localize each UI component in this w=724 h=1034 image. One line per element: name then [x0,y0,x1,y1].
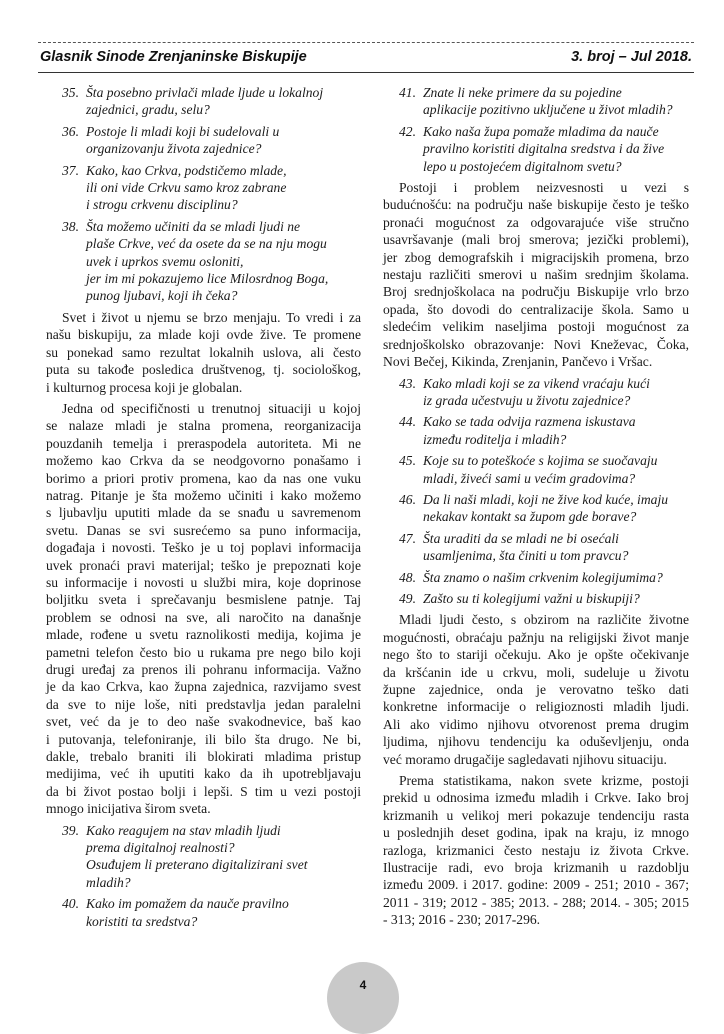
paragraph-line: drugi uređaj za prenos ili pohranu informacija. Važno [46,662,361,677]
question-number: 37. [62,162,79,178]
question-text-line: punog ljubavi, koji ih čeka? [86,288,238,304]
paragraph-line: mogućnosti, obraćaju pažnju na religijski život manje [383,629,689,645]
question-text-line: Kako im pomažem da nauče pravilno [86,896,289,912]
question-number: 38. [62,218,79,234]
question-text-line: Kako mladi koji se za vikend vraćaju kući [423,375,650,391]
paragraph-line: srednjoškolsko obrazovanje: Novi Kneževac, Čoka, [383,336,689,352]
question-text-line: Koje su to poteškoće s kojima se suočavaju [423,453,658,469]
paragraph-line: mnogo inicijativa širom sveta. [46,801,211,817]
paragraph-line: puta su takođe posledica društvenog, tj. sociološkog, [46,362,361,378]
question-text-line: mladih? [86,874,131,890]
question-number: 44. [399,414,416,430]
paragraph-line: svetu. Danas se svi susrećemo sa puno informacija, [46,522,361,538]
paragraph-line: krizmanih u velikoj meri pokazuje tendenciju rasta [383,807,689,823]
question-number: 39. [62,822,79,838]
paragraph [46,400,361,818]
question-text-line: Znate li neke primere da su pojedine [423,85,622,100]
paragraph-line: župne zajednice, onda je verovatno teško dati [383,682,689,697]
question-text-line: ili oni vide Crkvu samo kroz zabrane [86,180,287,196]
question-number: 48. [399,569,416,585]
page-number-badge [327,962,399,1034]
question-text-line: Osuđujem li preterano digitalizirani svet [86,857,308,873]
question-text-line: koristiti ta sredstva? [86,913,198,929]
question-item [383,413,689,448]
paragraph-line: usavršavanje (mali broj smerova; jezički problemi), [383,232,689,248]
question-text-line: prema digitalnoj realnosti? [86,840,235,856]
question-number: 42. [399,123,416,139]
question-item [383,569,689,586]
question-item [46,162,361,214]
question-text-line: mladi, živeći sami u većim gradovima? [423,470,636,486]
paragraph-line: jer zbog demografskih i migracijskih promena, brzo [383,249,689,265]
paragraph-line: pouzdanih temelja i preraspodela autoriteta. Mi ne [46,435,361,451]
right-column [383,84,689,933]
question-item [383,452,689,487]
paragraph-line: možemo kao Crkva da se neodgovorno ponašamo i [46,453,361,469]
questions-35-38 [46,84,361,305]
paragraph-line: Ali ako vidimo njihovu otvorenost prema drugim [383,716,689,732]
paragraph-line: Svet i život u njemu se brzo menjaju. To vredi i za [62,309,361,325]
questions-39-40 [46,822,361,930]
question-text-line: Šta možemo učiniti da se mladi ljudi ne [86,218,301,234]
paragraph-line: nego što to stariji očekuju. Ako je opšte očekivanje [383,647,689,663]
question-item [46,822,361,892]
question-text-line: Šta uraditi da se mladi ne bi osećali [423,530,619,546]
question-item [383,590,689,607]
paragraph-line: pametni telefon često bio u rukama pre nego bilo koji [46,644,361,660]
paragraph-line: u poslednjih deset godina, ipak na kraju, iz mnogo [383,825,689,841]
question-item [46,218,361,305]
paragraph-line: Mladi ljudi često, s obzirom na različite životne [399,612,689,628]
question-number: 46. [399,491,416,507]
question-text-line: Kako reagujem na stav mladih ljudi [86,822,281,838]
paragraph-line: ljudima, njihovu tendenciju ka oduševljenju, onda [383,734,689,750]
question-text-line: Postoje li mladi koji bi sudelovali u [86,123,280,139]
question-item [383,375,689,410]
question-number: 43. [399,375,416,391]
paragraph-line: uvek pronaći pravi materijal; teško je prepoznati koje [46,557,361,573]
question-item [46,123,361,158]
question-text-line: Kako naša župa pomaže mladima da nauče [423,123,659,139]
paragraph-line: između 2009. i 2017. godine: 2009 - 251; 2010 - 367; [383,877,689,893]
question-number: 40. [62,896,79,912]
paragraph [46,309,361,396]
question-text-line: organizovanju života zajednice? [86,141,262,157]
question-number: 41. [399,85,416,100]
paragraph-line: su ponekad samo rezultat lokalnih uslova, ali često [46,344,361,360]
paragraph [383,179,689,370]
paragraph-line: i putovanja, telefoniranje, ili bilo šta drugo. Ne bi, [46,731,361,747]
question-text-line: nekakav kontakt sa župom gde borave? [423,509,637,525]
paragraph-line: - 313; 2016 - 230; 2017-296. [383,912,541,928]
paragraph-line: sledećim velikim naseljima postoji mogućnost za [383,319,689,335]
header-top-rule [38,42,694,43]
paragraph-line: događaja i novosti. Teško je u toj poplavi informacija [46,540,361,556]
paragraph-line: budućnošću: na području naše biskupije često je teško [383,197,689,213]
question-text-line: uvek i uprkos svemu osloniti, [86,253,244,269]
paragraph-line: nestaju različiti smerovi u našim srednjim školama. [383,267,689,283]
question-text-line: lepo u postojećem digitalnom svetu? [423,158,622,174]
question-text-line: Šta znamo o našim crkvenim kolegijumima? [423,569,663,585]
paragraph-line: Ilustracije radi, evo broja krizmanih u razdoblju [383,860,689,876]
question-text-line: između roditelja i mladih? [423,431,567,447]
paragraph-line: prekid u odnosima između mladih i Crkve. Iako broj [383,790,689,806]
paragraph-line: borimo a priori protiv promena, kao da nas one vuku [46,470,361,486]
question-number: 45. [399,453,416,469]
paragraph [383,611,689,768]
paragraph-line: su informacije i novosti u službi mira, koje doprinose [46,574,361,590]
question-number: 36. [62,123,79,139]
question-text-line: pravilno koristiti digitalna sredstva i da žive [423,141,665,157]
paragraph-line: medijima, već ih uputiti kako da ih upotrebljavaju [46,766,361,782]
paragraph-line: svet, već da je to deo naše svakodnevice, baš kao [46,714,361,730]
paragraph-line: mlade, rođene u svetu raznolikosti medija, kojima je [46,627,361,643]
question-item [383,123,689,175]
paragraph-line: natrag. Pitanje je šta možemo učiniti i kako možemo [46,487,361,503]
question-item [46,84,361,119]
publication-title: Glasnik Sinode Zrenjaninske Biskupije [40,49,307,65]
question-item [383,491,689,526]
question-text-line: Šta posebno privlači mlade ljude u lokalnoj [86,85,324,100]
paragraph-line: već moramo drugačije sagledavati njihovu situaciju. [383,751,667,767]
question-number: 49. [399,590,416,606]
question-text-line: plaše Crkve, već da osete da se na nju mogu [86,236,327,252]
paragraph-line: 2011 - 319; 2012 - 385; 2013. - 288; 2014. - 305; 2015 [383,894,689,910]
issue-label: 3. broj – Jul 2018. [571,49,692,65]
paragraph-line: dakle, trebalo braniti ili blokirati mladima pristup [46,749,361,765]
question-item [46,895,361,930]
paragraph-line: problem se odnosi na sve, ali naročito na današnje [46,609,361,625]
question-text-line: aplikacije pozitivno uključene u život mladih? [423,102,673,118]
question-text-line: jer im mi pokazujemo lice Milosrdnog Boga, [86,271,329,287]
paragraph-line: opada, što dovodi do centralizacije škola. Samo u [383,301,689,317]
paragraph-line: pronaći mogućnost za odgovarajuće više stručno [383,214,689,230]
paragraph-line: Novi Bečej, Kikinda, Zrenjanin, Pančevo i Vršac. [383,354,653,370]
paragraph [383,772,689,929]
paragraph-line: i kulturnog procesa koji je globalan. [46,379,243,395]
question-text-line: Da li naši mladi, koji ne žive kod kuće, imaju [423,491,669,507]
paragraph-line: Broj srednjoškolaca na području Biskupije vrlo brzo [383,284,689,300]
paragraph-line: boljitku sveta i sprečavanju besmislene patnje. Taj [46,592,361,608]
paragraph-line: se nalaze mladi je stalna promena, reorganizacija [46,418,361,434]
question-text-line: zajednici, gradu, selu? [86,102,210,118]
question-number: 35. [62,85,79,100]
questions-43-49 [383,375,689,608]
left-column [46,84,361,934]
paragraph-line: Prema statistikama, nakon svete krizme, postoji [399,773,689,789]
question-text-line: Kako, kao Crkva, podstičemo mlade, [86,162,287,178]
question-number: 47. [399,530,416,546]
page-number: 4 [359,978,367,992]
question-text-line: Zašto su ti kolegijumi važni u biskupiji? [423,590,640,606]
paragraph-line: Postoji i problem neizvesnosti u vezi s [399,180,689,196]
paragraph-line: da bi život postao bolji i lepši. S tim u vezi postoji [46,783,361,799]
question-text-line: usamljenima, šta činiti u tom pravcu? [423,548,629,564]
question-text-line: iz grada učestvuju u životu zajednice? [423,392,631,408]
paragraph-line: našu biskupiju, za mlade koji ovde žive. Te promene [46,327,361,343]
question-item [383,84,689,119]
paragraph-line: s ljubavlju uputiti mlade da se snađu u savremenom [46,505,361,521]
questions-41-42 [383,84,689,175]
question-item [383,530,689,565]
paragraph-line: da sve to nije loše, niti predstavlja jedan paralelni [46,696,361,712]
paragraph-line: da kršćanin ide u crkvu, moli, sudeluje u životu [383,664,689,680]
paragraph-line: je da kao Crkva, kao župna zajednica, razvijamo svest [46,679,361,695]
page-header [40,49,692,71]
paragraph-line: konkretne informacije o religioznosti mladih ljudi. [383,699,689,715]
paragraph-line: Jedna od specifičnosti u trenutnoj situaciji u kojoj [62,400,361,416]
paragraph-line: razloga, krizmanici često nestaju iz života Crkve. [383,842,689,858]
header-bottom-rule [38,72,694,73]
question-text-line: Kako se tada odvija razmena iskustava [423,414,636,430]
question-text-line: i strogu crkvenu disciplinu? [86,197,238,213]
